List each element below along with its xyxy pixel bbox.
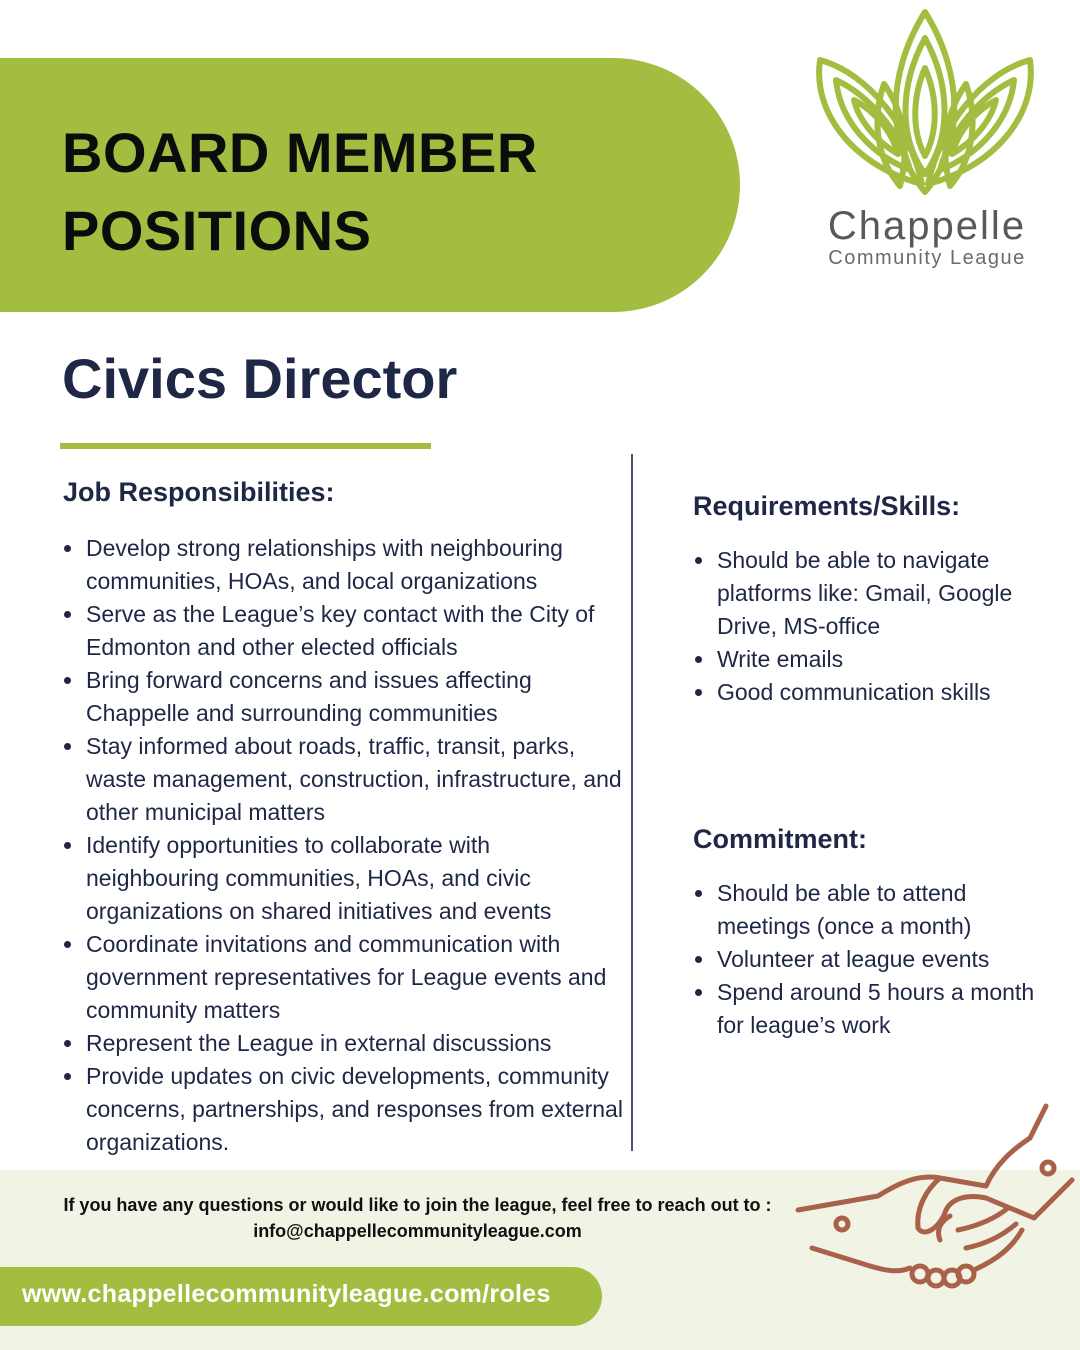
page-title-line-2: POSITIONS — [62, 199, 372, 262]
list-item: Stay informed about roads, traffic, transit, parks, waste management, construction, infrastructure, and other municipal matters — [63, 730, 628, 829]
website-link[interactable]: www.chappellecommunityleague.com/roles — [22, 1280, 551, 1308]
list-item: Bring forward concerns and issues affecting Chappelle and surrounding communities — [63, 664, 628, 730]
logo-name: Chappelle — [827, 204, 1027, 248]
handshake-icon — [790, 1098, 1080, 1308]
list-item: Volunteer at league events — [694, 943, 1054, 976]
list-item: Serve as the League’s key contact with the City of Edmonton and other elected officials — [63, 598, 628, 664]
list-item: Identify opportunities to collaborate with neighbouring communities, HOAs, and civic organizations on shared initiatives and events — [63, 829, 628, 928]
responsibilities-heading: Job Responsibilities: — [63, 477, 335, 507]
list-item: Represent the League in external discussions — [63, 1027, 628, 1060]
list-item: Should be able to navigate platforms like: Gmail, Google Drive, MS-office — [694, 544, 1024, 643]
list-item: Develop strong relationships with neighbouring communities, HOAs, and local organizations — [63, 532, 628, 598]
list-item: Coordinate invitations and communication with government representatives for League events and community matters — [63, 928, 628, 1027]
contact-message — [30, 1192, 805, 1244]
contact-email[interactable]: info@chappellecommunityleague.com — [253, 1221, 582, 1241]
list-item: Write emails — [694, 643, 1024, 676]
responsibilities-list — [63, 532, 628, 1159]
role-title: Civics Director — [62, 347, 458, 410]
list-item: Provide updates on civic developments, community concerns, partnerships, and responses from external organizations. — [63, 1060, 628, 1159]
list-item: Spend around 5 hours a month for league’s work — [694, 976, 1054, 1042]
list-item: Should be able to attend meetings (once a month) — [694, 877, 1054, 943]
column-divider — [631, 454, 633, 1151]
requirements-heading: Requirements/Skills: — [693, 491, 961, 521]
list-item: Good communication skills — [694, 676, 1024, 709]
commitment-heading: Commitment: — [693, 824, 867, 854]
accent-underline — [60, 443, 431, 449]
requirements-list — [694, 544, 1024, 709]
contact-text: If you have any questions or would like to join the league, feel free to reach out to : — [63, 1195, 772, 1215]
commitment-list — [694, 877, 1054, 1042]
page-title-line-1: BOARD MEMBER — [62, 121, 538, 184]
page-title — [62, 114, 702, 270]
logo-subtitle: Community League — [828, 247, 1026, 269]
